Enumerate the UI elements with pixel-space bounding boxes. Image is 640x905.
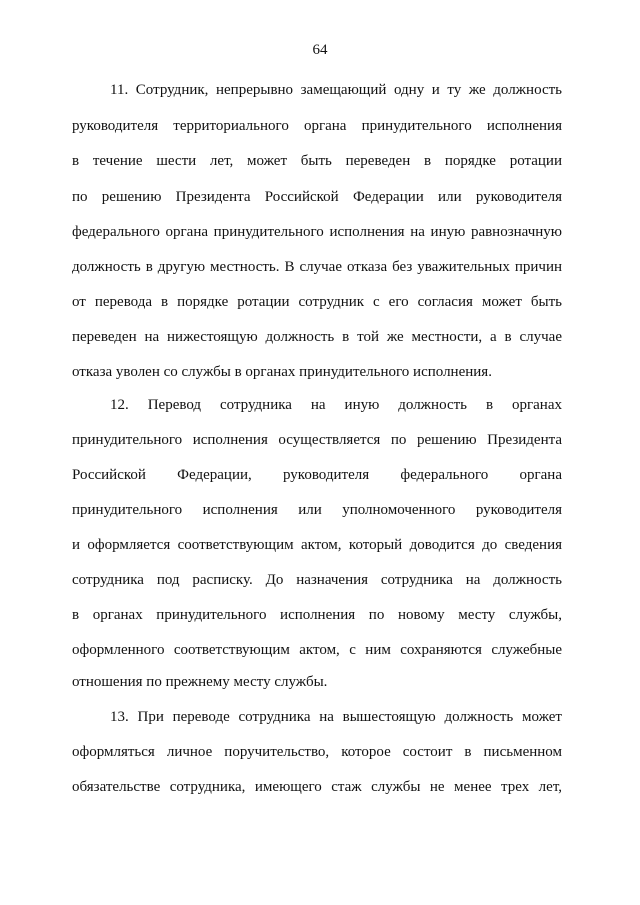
text-line: в течение шести лет, может быть переведен в порядке ротации <box>72 153 562 169</box>
text-line: принудительного исполнения или уполномоченного руководителя <box>72 502 562 518</box>
text-line: оформляться личное поручительство, которое состоит в письменном <box>72 744 562 760</box>
text-line: оформленного соответствующим актом, с ним сохраняются служебные <box>72 642 562 658</box>
text-line: руководителя территориального органа принудительного исполнения <box>72 118 562 134</box>
text-line: переведен на нижестоящую должность в той же местности, а в случае <box>72 329 562 345</box>
text-line: федерального органа принудительного исполнения на иную равнозначную <box>72 224 562 240</box>
text-line: отношения по прежнему месту службы. <box>72 674 328 690</box>
text-line: 13. При переводе сотрудника на вышестоящую должность может <box>110 709 562 725</box>
page-number: 64 <box>312 42 328 58</box>
text-line: должность в другую местность. В случае отказа без уважительных причин <box>72 259 562 275</box>
text-line: в органах принудительного исполнения по новому месту службы, <box>72 607 562 623</box>
text-line: от перевода в порядке ротации сотрудник с его согласия может быть <box>72 294 562 310</box>
text-line: и оформляется соответствующим актом, который доводится до сведения <box>72 537 562 553</box>
text-line: по решению Президента Российской Федерации или руководителя <box>72 189 562 205</box>
text-line: отказа уволен со службы в органах принудительного исполнения. <box>72 364 492 380</box>
text-line: Российской Федерации, руководителя федерального органа <box>72 467 562 483</box>
text-line: обязательстве сотрудника, имеющего стаж службы не менее трех лет, <box>72 779 562 795</box>
text-line: принудительного исполнения осуществляется по решению Президента <box>72 432 562 448</box>
text-line: 12. Перевод сотрудника на иную должность в органах <box>110 397 562 413</box>
text-line: 11. Сотрудник, непрерывно замещающий одну и ту же должность <box>110 82 562 98</box>
text-line: сотрудника под расписку. До назначения сотрудника на должность <box>72 572 562 588</box>
